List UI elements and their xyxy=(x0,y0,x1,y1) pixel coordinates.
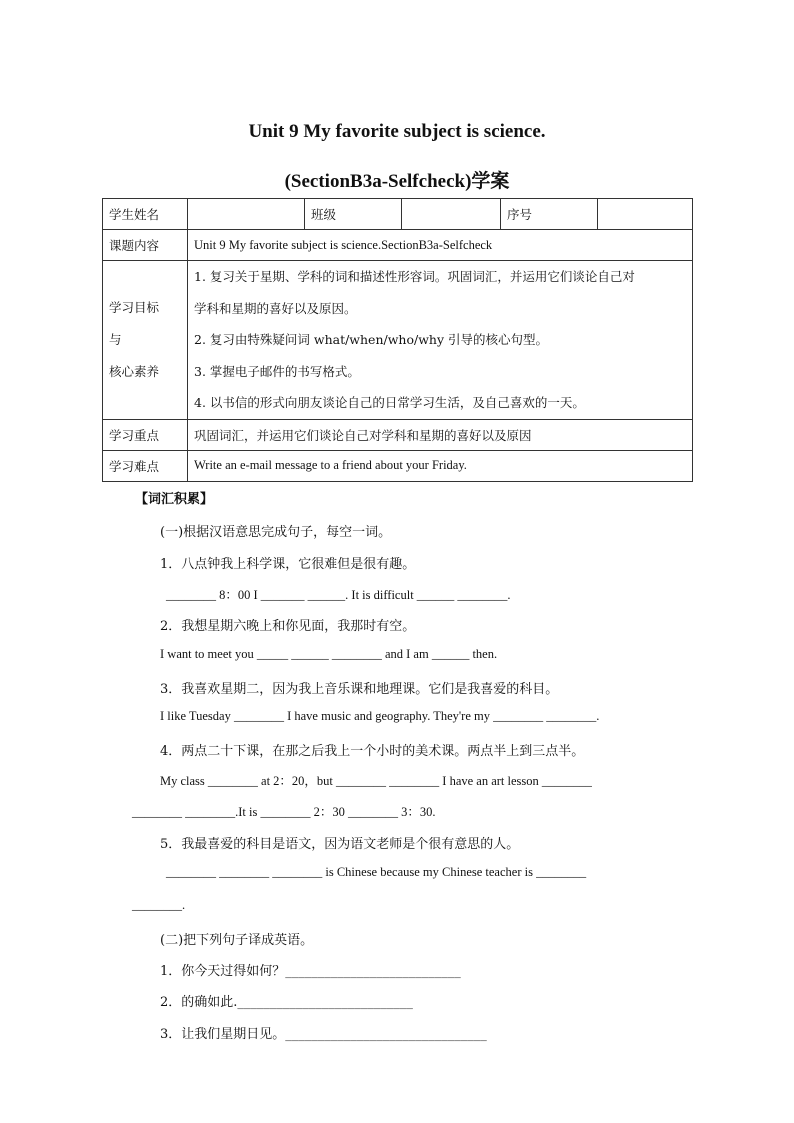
info-table xyxy=(102,198,693,482)
goal-item: 1. 复习关于星期、学科的词和描述性形容词。巩固词汇，并运用它们谈论自己对 xyxy=(194,269,635,284)
question-5-chinese: 5．我最喜爱的科目是语文，因为语文老师是个很有意思的人。 xyxy=(160,837,520,852)
focus-value: 巩固词汇，并运用它们谈论自己对学科和星期的喜好以及原因 xyxy=(188,419,693,450)
class-label: 班级 xyxy=(305,199,402,230)
question-2-english[interactable]: I want to meet you _____ ______ ________ and I am ______ then. xyxy=(160,647,498,661)
question-4-english-line2[interactable]: ________ ________.It is ________ 2：30 ________ 3：30. xyxy=(132,805,436,819)
seat-label: 序号 xyxy=(501,199,598,230)
goal-item: 3. 掌握电子邮件的书写格式。 xyxy=(194,363,360,379)
question-4-chinese: 4．两点二十下课，在那之后我上一个小时的美术课。两点半上到三点半。 xyxy=(160,744,585,759)
question-1-chinese: 1．八点钟我上科学课，它很难但是很有趣。 xyxy=(160,557,416,572)
question-3-chinese: 3．我喜欢星期二，因为我上音乐课和地理课。它们是我喜爱的科目。 xyxy=(160,682,559,697)
document-title: Unit 9 My favorite subject is science. xyxy=(248,121,546,142)
part1-title: (一)根据汉语意思完成句子，每空一词。 xyxy=(160,525,392,540)
question-1-english[interactable]: ________ 8：00 I _______ ______. It is difficult ______ ________. xyxy=(166,588,511,602)
table-row xyxy=(103,230,693,261)
goal-item: 2. 复习由特殊疑问词 what/when/who/why 引导的核心句型。 xyxy=(194,332,548,347)
question-5-english-line1[interactable]: ________ ________ ________ is Chinese because my Chinese teacher is ________ xyxy=(166,865,587,879)
goals-label-line: 学习目标 xyxy=(109,299,160,315)
question-3-english[interactable]: I like Tuesday ________ I have music and geography. They're my ________ ________. xyxy=(160,709,600,723)
difficulty-label: 学习难点 xyxy=(103,450,188,481)
class-field[interactable] xyxy=(402,199,501,230)
student-name-label: 学生姓名 xyxy=(103,199,188,230)
translation-3[interactable]: 3．让我们星期日见。_______________________________ xyxy=(160,1027,487,1042)
goals-list xyxy=(188,261,693,420)
translation-2[interactable]: 2．的确如此.___________________________ xyxy=(160,995,413,1010)
topic-label: 课题内容 xyxy=(103,230,188,261)
table-row xyxy=(103,261,693,420)
part2-title: (二)把下列句子译成英语。 xyxy=(160,933,314,948)
goals-label-line: 与 xyxy=(109,331,122,347)
topic-value: Unit 9 My favorite subject is science.SectionB3a-Selfcheck xyxy=(188,230,693,261)
translation-1[interactable]: 1．你今天过得如何？___________________________ xyxy=(160,964,461,979)
question-5-english-line2[interactable]: ________. xyxy=(132,898,186,912)
question-2-chinese: 2．我想星期六晚上和你见面，我那时有空。 xyxy=(160,619,416,634)
student-name-field[interactable] xyxy=(188,199,305,230)
question-4-english-line1[interactable]: My class ________ at 2：20，but ________ ________ I have an art lesson ________ xyxy=(160,774,592,788)
focus-label: 学习重点 xyxy=(103,419,188,450)
difficulty-value: Write an e-mail message to a friend about your Friday. xyxy=(188,450,693,481)
document-subtitle: (SectionB3a-Selfcheck)学案 xyxy=(284,171,510,192)
table-row xyxy=(103,450,693,481)
goals-label-line: 核心素养 xyxy=(109,363,160,379)
goal-item: 学科和星期的喜好以及原因。 xyxy=(194,300,357,316)
table-row xyxy=(103,199,693,230)
vocab-heading: 【词汇积累】 xyxy=(135,492,214,507)
seat-field[interactable] xyxy=(598,199,693,230)
goal-item: 4. 以书信的形式向朋友谈论自己的日常学习生活，及自己喜欢的一天。 xyxy=(194,395,585,410)
goals-label xyxy=(103,261,188,420)
table-row xyxy=(103,419,693,450)
